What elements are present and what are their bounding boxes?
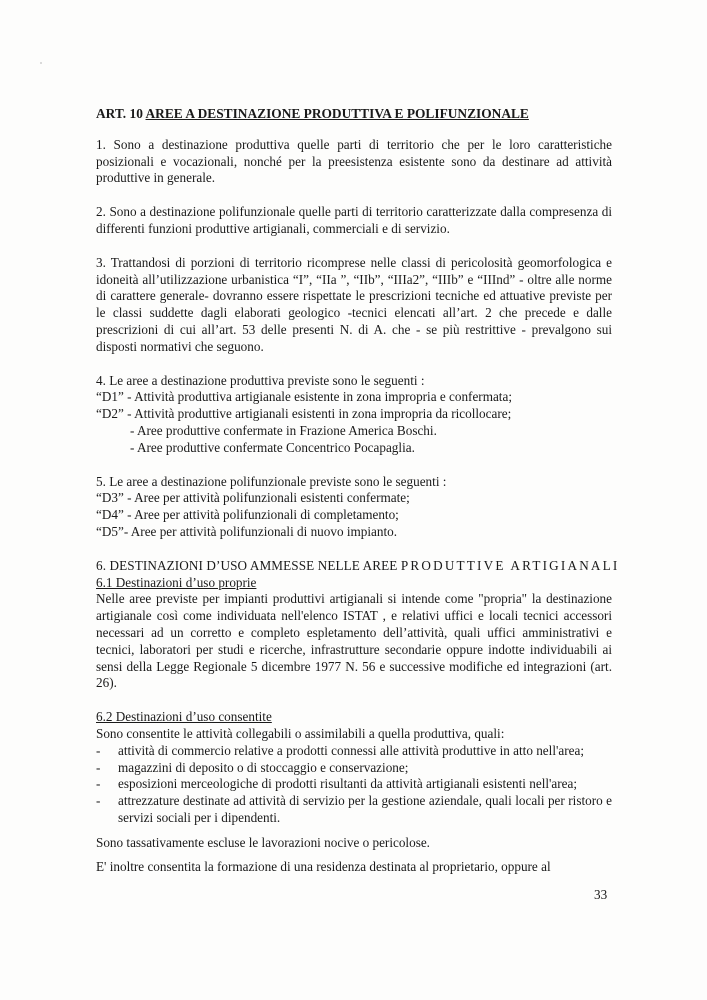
paragraph-1: 1. Sono a destinazione produttiva quelle parti di territorio che per le loro caratteristiche posizionali e vocazionali, nonché per la preesistenza esistente sono da destinare ad attività produttive in generale. — [96, 136, 612, 186]
section-6-title-b: PRODUTTIVE ARTIGIANALI — [400, 557, 620, 573]
paragraph-2: 2. Sono a destinazione polifunzionale quelle parti di territorio caratterizzate dalla compresenza di differenti funzioni produttive artigianali, commerciali e di servizio. — [96, 204, 612, 236]
paragraph-4 — [96, 373, 612, 457]
list-item — [96, 743, 612, 760]
section-6-title-a: 6. DESTINAZIONI D’USO AMMESSE NELLE AREE — [96, 557, 401, 573]
paragraph-5-intro: 5. Le aree a destinazione polifunzionale previste sono le seguenti : — [96, 473, 447, 489]
exclusion-note: Sono tassativamente escluse le lavorazioni nocive o pericolose. — [96, 834, 430, 850]
list-item-text: esposizioni merceologiche di prodotti risultanti da attività artigianali esistenti nell'area; — [118, 776, 578, 792]
article-title: AREE A DESTINAZIONE PRODUTTIVA E POLIFUNZIONALE — [145, 106, 529, 121]
document-body — [96, 106, 620, 876]
article-number: ART. 10 — [96, 106, 143, 121]
page-number: 33 — [594, 887, 608, 902]
paragraph-4-intro: 4. Le aree a destinazione produttiva previste sono le seguenti : — [96, 372, 425, 388]
list-item — [96, 793, 612, 827]
list-item-d3: “D3” - Aree per attività polifunzionali esistenti confermate; — [96, 490, 410, 506]
list-item-d2: “D2” - Attività produttive artigianali esistenti in zona impropria da ricollocare; — [96, 406, 512, 422]
article-heading — [96, 106, 612, 123]
residence-note: E' inoltre consentita la formazione di una residenza destinata al proprietario, oppure al — [96, 859, 551, 875]
list-item-text: attività di commercio relative a prodotti connessi alle attività produttive in atto nell'area; — [118, 742, 584, 758]
list-item — [96, 776, 612, 793]
bullet-dash: - — [96, 742, 101, 758]
bullet-dash: - — [96, 776, 101, 792]
paragraph-3: 3. Trattandosi di porzioni di territorio ricomprese nelle classi di pericolosità geomorfologica e idoneità all’utilizzazione urbanistica “I”, “IIa ”, “IIb”, “IIIa2”, “IIIb” e “IIInd” - oltre alle norme di carattere generale- dovranno essere rispettate le prescrizioni tecniche ed attuative previste per le classi suddette dagli elaborati geologico -tecnici elencati all’art. 2 che precede e dalle prescrizioni di cui all’art. 53 delle presenti N. di A. che - se più restrittive - prevalgono sui disposti normativi che seguono. — [96, 254, 612, 354]
scan-speck — [40, 62, 42, 64]
bullet-dash: - — [96, 793, 101, 809]
paragraph-5 — [96, 474, 612, 541]
list-item — [96, 760, 612, 777]
list-item-text: magazzini di deposito o di stoccaggio e conservazione; — [118, 759, 409, 775]
subsection-6-1-text: Nelle aree previste per impianti produttivi artigianali si intende come "propria" la destinazione artigianale così come individuata nell'elenco ISTAT , e relativi uffici e locali tecnici accessori necessari ad un corretto e completo espletamento dell’attività, quali uffici amministrativi e tecnici, laboratori per studi e ricerche, infrastrutture secondarie oppure indotte individuabili ai sensi della Legge Regionale 5 dicembre 1977 N. 56 e successive modifiche ed integrazioni (art. 26). — [96, 591, 612, 691]
bullet-dash: - — [96, 759, 101, 775]
section-6-title — [96, 557, 620, 575]
subsection-6-2-title: 6.2 Destinazioni d’uso consentite — [96, 709, 272, 725]
list-item-text: attrezzature destinate ad attività di servizio per la gestione aziendale, quali locali per ristoro e servizi sociali per i dipendenti. — [118, 793, 612, 825]
section-6 — [96, 557, 620, 877]
list-item-d1: “D1” - Attività produttiva artigianale esistente in zona impropria e confermata; — [96, 389, 512, 405]
subsection-6-2-intro: Sono consentite le attività collegabili o assimilabili a quella produttiva, quali: — [96, 725, 505, 741]
list-subitem-america-boschi: - Aree produttive confermate in Frazione America Boschi. — [130, 422, 437, 438]
list-item-d5: “D5”- Aree per attività polifunzionali di nuovo impianto. — [96, 523, 398, 539]
subsection-6-1-title: 6.1 Destinazioni d’uso proprie — [96, 574, 257, 590]
list-subitem-pocapaglia: - Aree produttive confermate Concentrico Pocapaglia. — [130, 439, 415, 455]
list-item-d4: “D4” - Aree per attività polifunzionali di completamento; — [96, 507, 399, 523]
allowed-activities-list — [96, 743, 612, 827]
